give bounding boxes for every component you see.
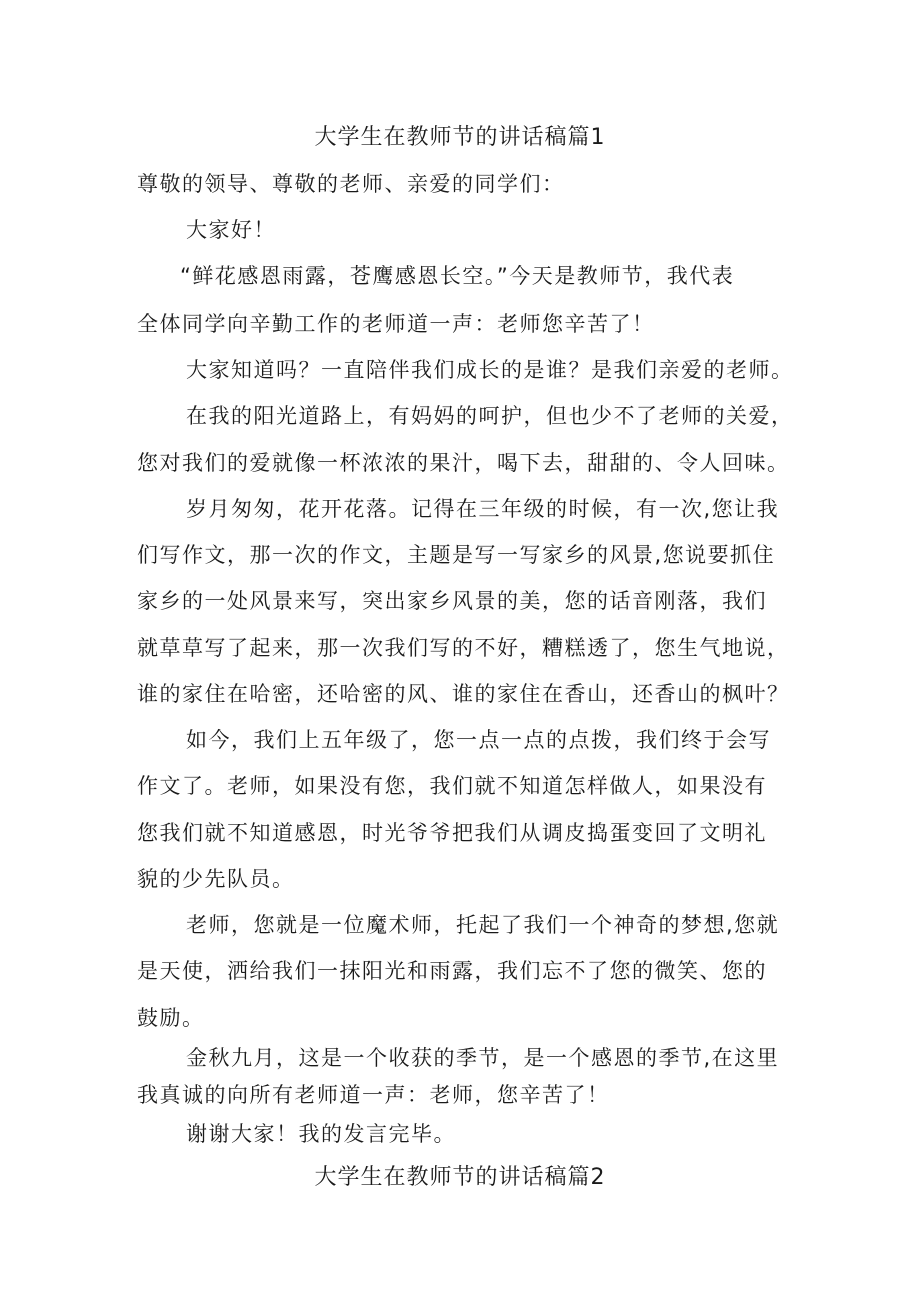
paragraph-line: 貌的少先队员。 (137, 867, 295, 891)
paragraph-line: 您对我们的爱就像一杯浓浓的果汁，喝下去，甜甜的、令人回味。 (137, 451, 790, 475)
paragraph-line: 家乡的一处风景来写，突出家乡风景的美，您的话音刚落，我们 (137, 589, 767, 613)
paragraph-line: 如今，我们上五年级了，您一点一点的点拨，我们终于会写 (186, 728, 771, 752)
closing-line: 谢谢大家！我的发言完毕。 (186, 1122, 456, 1146)
paragraph-line: 岁月匆匆，花开花落。记得在三年级的时候，有一次,您让我 (186, 497, 780, 521)
section-title-2: 大学生在教师节的讲话稿篇2 (314, 1165, 606, 1190)
salutation-line: 尊敬的领导、尊敬的老师、亲爱的同学们： (137, 172, 565, 196)
paragraph-line: 大家知道吗？一直陪伴我们成长的是谁？是我们亲爱的老师。 (186, 358, 794, 382)
paragraph-line: 是天使，洒给我们一抹阳光和雨露，我们忘不了您的微笑、您的 (137, 959, 767, 983)
paragraph-line: 我真诚的向所有老师道一声：老师，您辛苦了！ (137, 1083, 610, 1107)
paragraph-line: 作文了。老师，如果没有您，我们就不知道怎样做人，如果没有 (137, 774, 767, 798)
paragraph-line: 金秋九月，这是一个收获的季节，是一个感恩的季节,在这里 (186, 1046, 780, 1070)
section-title-1: 大学生在教师节的讲话稿篇1 (314, 125, 606, 150)
paragraph-line: 全体同学向辛勤工作的老师道一声：老师您辛苦了！ (137, 312, 655, 336)
paragraph-line: 您我们就不知道感恩，时光爷爷把我们从调皮捣蛋变回了文明礼 (137, 821, 767, 845)
paragraph-line: “鲜花感恩雨露，苍鹰感恩长空。”今天是教师节，我代表 (180, 264, 735, 288)
paragraph-line: 老师，您就是一位魔术师，托起了我们一个神奇的梦想,您就 (186, 913, 780, 937)
greeting-line: 大家好！ (186, 218, 276, 242)
paragraph-line: 鼓励。 (137, 1006, 205, 1030)
paragraph-line: 们写作文，那一次的作文，主题是写一写家乡的风景,您说要抓住 (137, 543, 776, 567)
paragraph-line: 谁的家住在哈密，还哈密的风、谁的家住在香山，还香山的枫叶？ (137, 682, 790, 706)
paragraph-line: 就草草写了起来，那一次我们写的不好，糟糕透了，您生气地说， (137, 636, 790, 660)
paragraph-line: 在我的阳光道路上，有妈妈的呵护，但也少不了老师的关爱， (186, 404, 794, 428)
